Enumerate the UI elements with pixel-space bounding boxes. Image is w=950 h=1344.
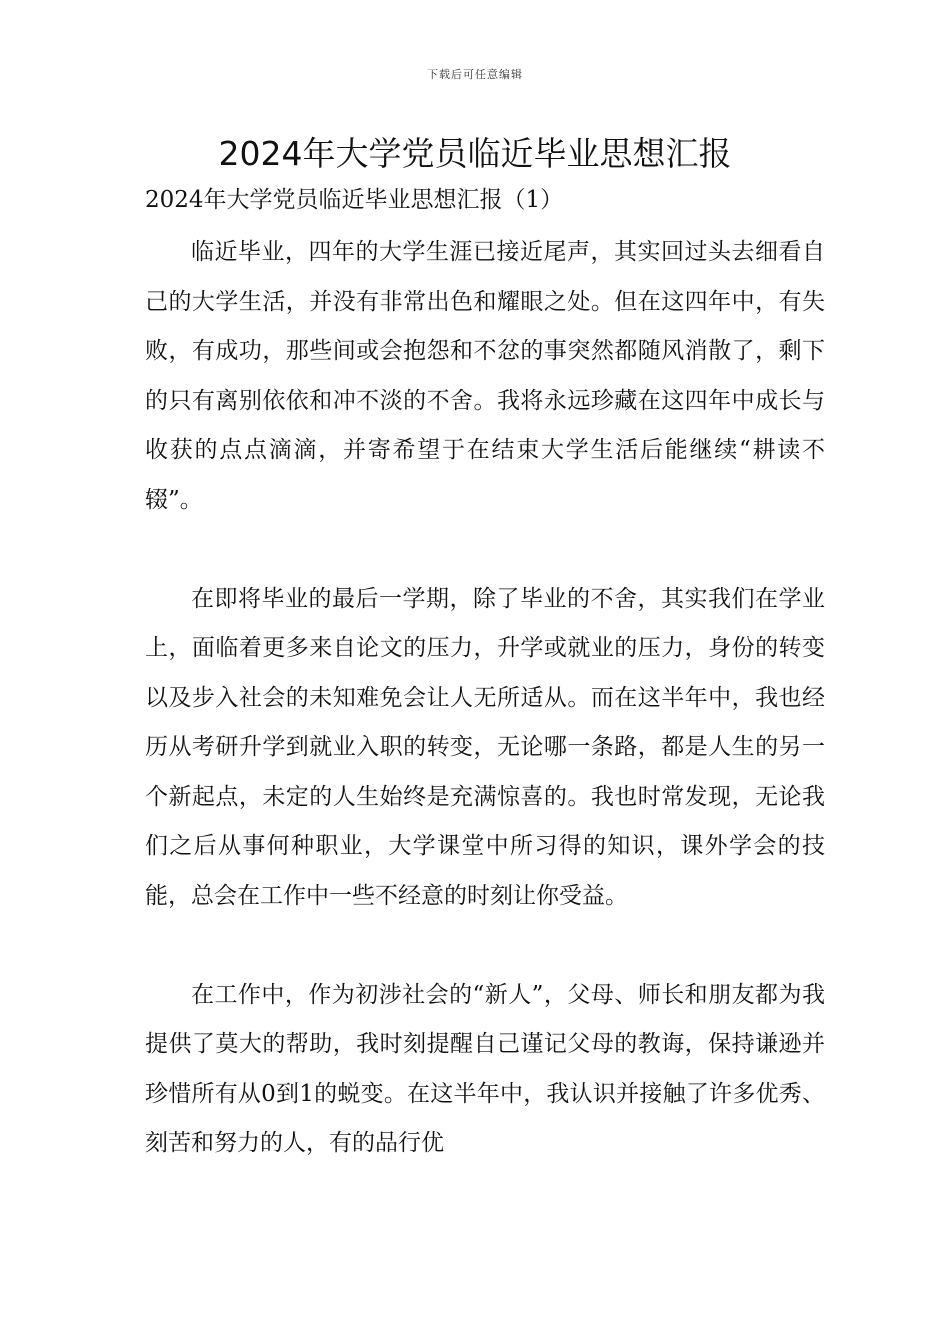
document-subtitle: 2024年大学党员临近毕业思想汇报（1） xyxy=(145,187,564,213)
header-note: 下载后可任意编辑 xyxy=(427,68,523,81)
paragraph: 在即将毕业的最后一学期，除了毕业的不舍，其实我们在学业上，面临着更多来自论文的压力，升学或就业的压力，身份的转变以及步入社会的未知难免会让人无所适从。而在这半年中，我也经历从考研升学到就业入职的转变，无论哪一条路，都是人生的另一个新起点，未定的人生始终是充满惊喜的。我也时常发现，无论我们之后从事何种职业，大学课堂中所习得的知识，课外学会的技能，总会在工作中一些不经意的时刻让你受益。 xyxy=(145,585,825,909)
paragraph: 临近毕业，四年的大学生涯已接近尾声，其实回过头去细看自己的大学生活，并没有非常出色和耀眼之处。但在这四年中，有失败，有成功，那些间或会抱怨和不忿的事突然都随风消散了，剩下的只有离别依依和冲不淡的不舍。我将永远珍藏在这四年中成长与收获的点点滴滴，并寄希望于在结束大学生活后能继续“耕读不辍”。 xyxy=(145,239,825,513)
paragraph: 在工作中，作为初涉社会的“新人”，父母、师长和朋友都为我提供了莫大的帮助，我时刻提醒自己谨记父母的教诲，保持谦逊并珍惜所有从0到1的蜕变。在这半年中，我认识并接触了许多优秀、刻苦和努力的人，有的品行优 xyxy=(145,981,825,1156)
document-body xyxy=(145,228,825,1169)
document-title: 2024年大学党员临近毕业思想汇报 xyxy=(218,134,732,173)
